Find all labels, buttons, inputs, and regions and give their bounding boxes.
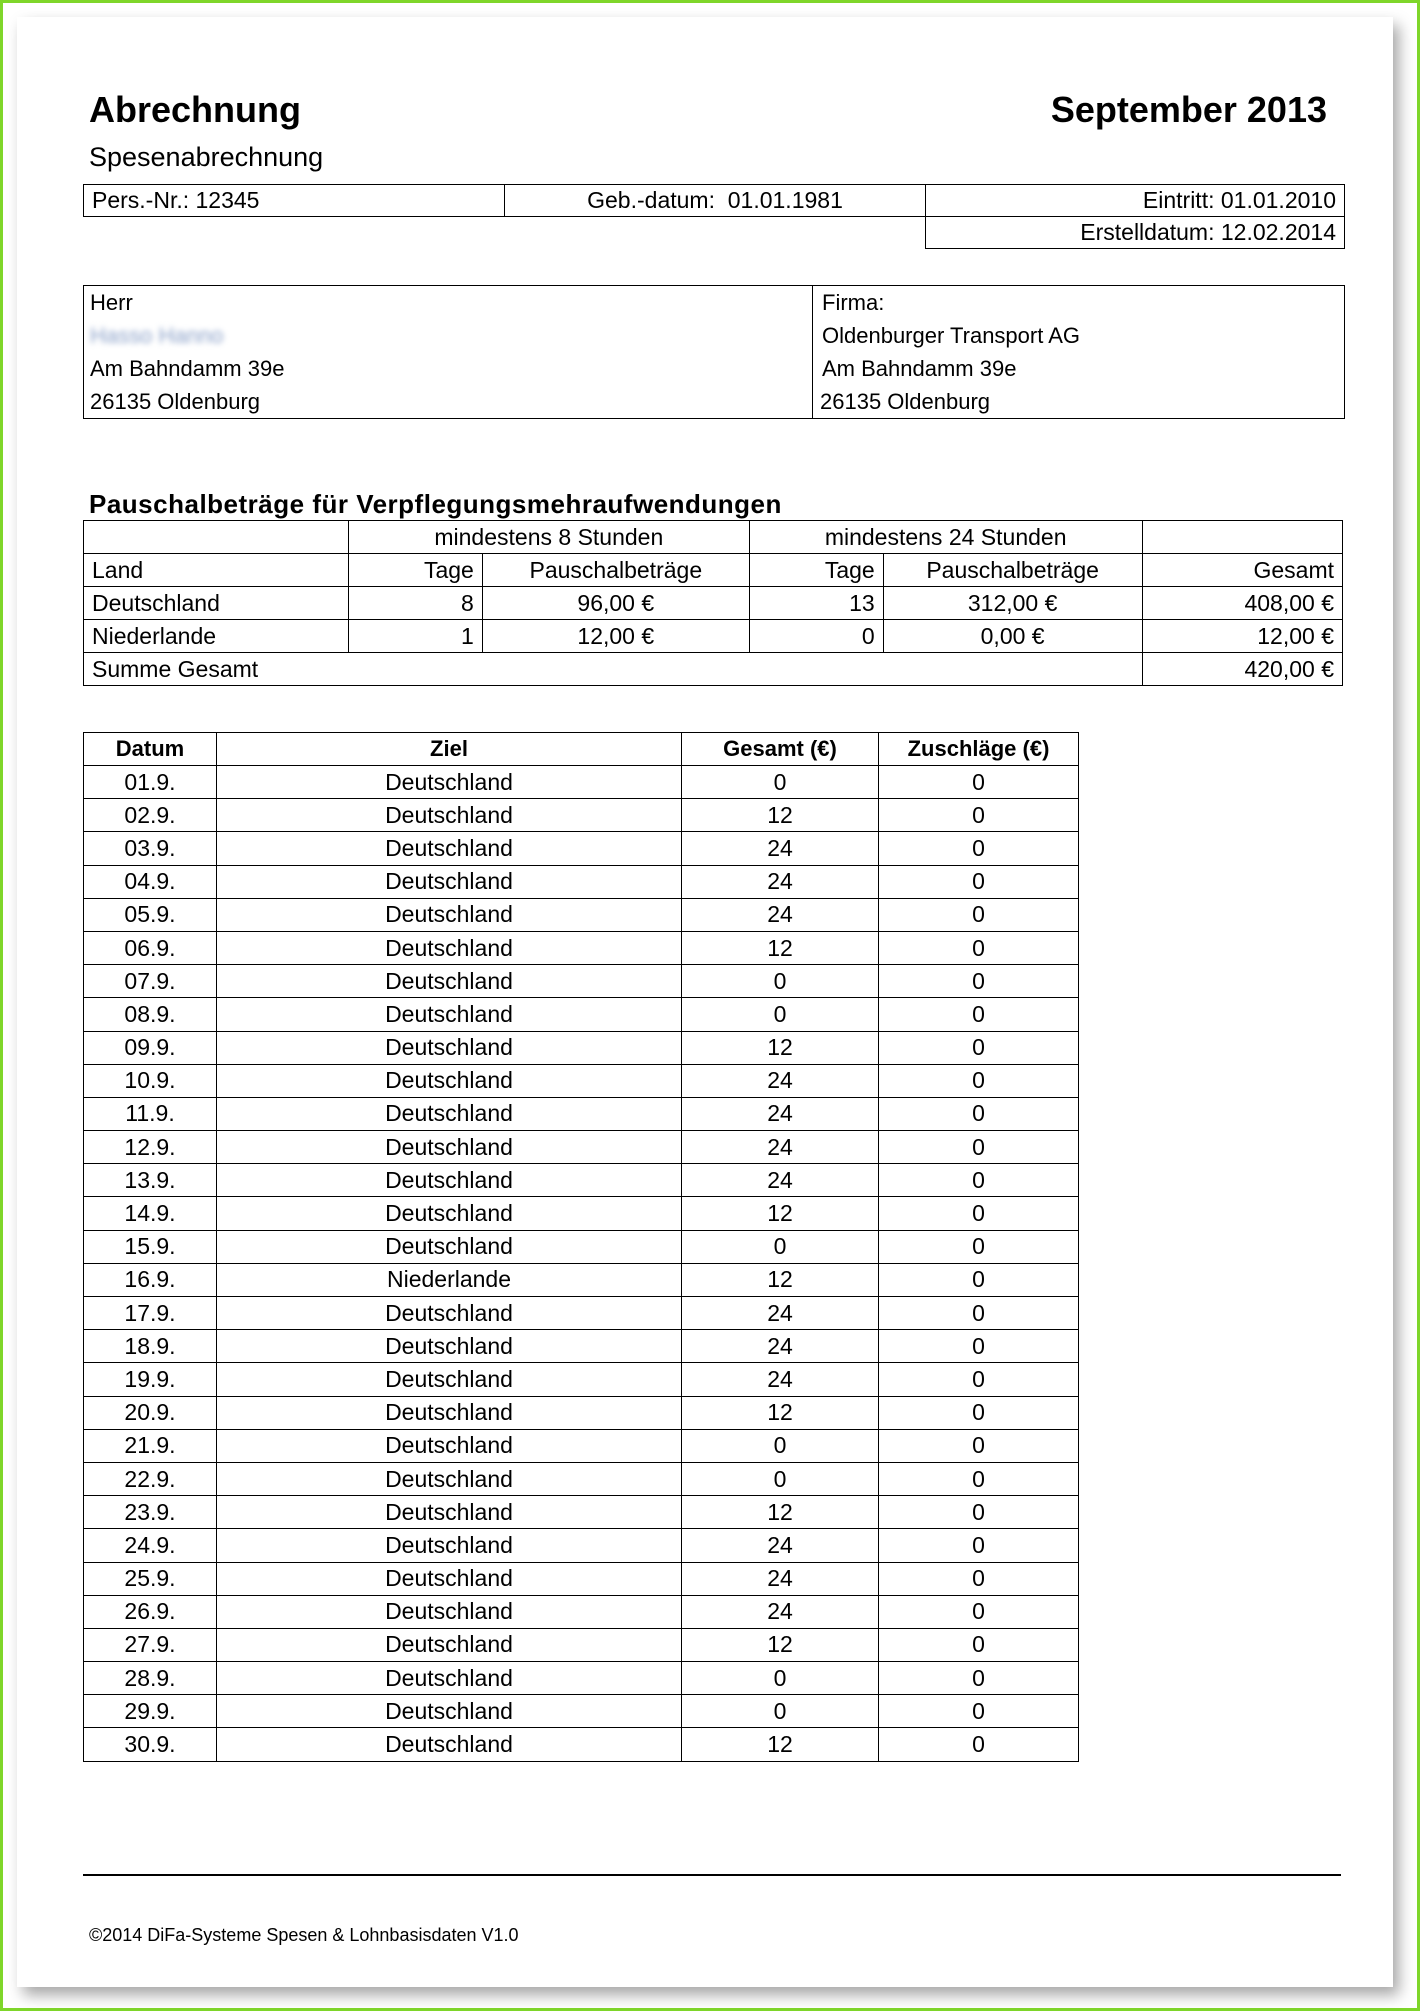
daily-cell-gesamt: 0 xyxy=(682,1429,879,1462)
daily-cell-zuschlag: 0 xyxy=(879,1595,1079,1628)
table-row xyxy=(84,587,1343,620)
daily-cell-gesamt: 24 xyxy=(682,865,879,898)
daily-cell-ziel: Deutschland xyxy=(217,1595,682,1628)
daily-cell-datum: 20.9. xyxy=(84,1396,217,1429)
daily-cell-gesamt: 24 xyxy=(682,1097,879,1130)
daily-cell-gesamt: 0 xyxy=(682,1695,879,1728)
company-city: 26135 Oldenburg xyxy=(820,389,991,414)
table-row xyxy=(84,1595,1079,1628)
table-row xyxy=(84,1230,1079,1263)
daily-cell-datum: 17.9. xyxy=(84,1297,217,1330)
employee-street: Am Bahndamm 39e xyxy=(90,356,285,381)
summary-total-label: Summe Gesamt xyxy=(84,653,1143,686)
daily-cell-gesamt: 24 xyxy=(682,1131,879,1164)
table-row xyxy=(84,1562,1079,1595)
daily-cell-zuschlag: 0 xyxy=(879,1529,1079,1562)
daily-cell-ziel: Deutschland xyxy=(217,1131,682,1164)
daily-cell-datum: 09.9. xyxy=(84,1031,217,1064)
daily-cell-datum: 06.9. xyxy=(84,931,217,964)
daily-cell-zuschlag: 0 xyxy=(879,1728,1079,1761)
daily-cell-ziel: Deutschland xyxy=(217,832,682,865)
eintritt-cell xyxy=(926,185,1345,217)
daily-cell-ziel: Deutschland xyxy=(217,1064,682,1097)
daily-cell-datum: 03.9. xyxy=(84,832,217,865)
daily-cell-zuschlag: 0 xyxy=(879,1695,1079,1728)
daily-cell-ziel: Deutschland xyxy=(217,1297,682,1330)
daily-cell-zuschlag: 0 xyxy=(879,1562,1079,1595)
daily-cell-datum: 21.9. xyxy=(84,1429,217,1462)
daily-cell-ziel: Deutschland xyxy=(217,1164,682,1197)
daily-cell-gesamt: 12 xyxy=(682,1496,879,1529)
daily-cell-zuschlag: 0 xyxy=(879,1164,1079,1197)
daily-cell-datum: 11.9. xyxy=(84,1097,217,1130)
table-row xyxy=(84,1164,1079,1197)
summary-cell-tage8: 1 xyxy=(348,620,482,653)
daily-cell-zuschlag: 0 xyxy=(879,965,1079,998)
daily-cell-gesamt: 12 xyxy=(682,799,879,832)
daily-cell-gesamt: 24 xyxy=(682,1562,879,1595)
daily-cell-zuschlag: 0 xyxy=(879,865,1079,898)
daily-cell-datum: 02.9. xyxy=(84,799,217,832)
daily-cell-zuschlag: 0 xyxy=(879,1429,1079,1462)
summary-group-8h: mindestens 8 Stunden xyxy=(348,521,749,554)
table-row xyxy=(84,931,1079,964)
table-row xyxy=(84,766,1079,799)
daily-cell-datum: 01.9. xyxy=(84,766,217,799)
daily-cell-zuschlag: 0 xyxy=(879,1396,1079,1429)
daily-table-body xyxy=(84,766,1079,1762)
daily-cell-datum: 30.9. xyxy=(84,1728,217,1761)
daily-cell-ziel: Deutschland xyxy=(217,1197,682,1230)
daily-cell-gesamt: 24 xyxy=(682,1363,879,1396)
daily-cell-zuschlag: 0 xyxy=(879,832,1079,865)
eintritt-value: 01.01.2010 xyxy=(1220,187,1336,213)
daily-col-zuschlaege: Zuschläge (€) xyxy=(879,733,1079,766)
daily-cell-datum: 29.9. xyxy=(84,1695,217,1728)
daily-table xyxy=(83,732,1079,1762)
daily-cell-zuschlag: 0 xyxy=(879,1097,1079,1130)
table-row xyxy=(84,799,1079,832)
daily-cell-zuschlag: 0 xyxy=(879,1662,1079,1695)
summary-group-24h: mindestens 24 Stunden xyxy=(749,521,1142,554)
employee-name: Hasso Hanno xyxy=(90,323,224,348)
summary-table xyxy=(83,520,1343,686)
pers-nr-cell xyxy=(84,185,505,217)
daily-cell-datum: 08.9. xyxy=(84,998,217,1031)
daily-cell-zuschlag: 0 xyxy=(879,1496,1079,1529)
daily-cell-zuschlag: 0 xyxy=(879,1031,1079,1064)
daily-cell-ziel: Deutschland xyxy=(217,998,682,1031)
daily-cell-ziel: Deutschland xyxy=(217,1728,682,1761)
daily-cell-gesamt: 24 xyxy=(682,1595,879,1628)
daily-cell-zuschlag: 0 xyxy=(879,1131,1079,1164)
daily-cell-zuschlag: 0 xyxy=(879,1263,1079,1296)
daily-cell-ziel: Deutschland xyxy=(217,1662,682,1695)
summary-empty-cell xyxy=(84,521,349,554)
daily-cell-zuschlag: 0 xyxy=(879,1462,1079,1495)
company-street: Am Bahndamm 39e xyxy=(822,356,1017,381)
daily-cell-gesamt: 12 xyxy=(682,1031,879,1064)
daily-cell-gesamt: 0 xyxy=(682,1662,879,1695)
daily-cell-gesamt: 24 xyxy=(682,898,879,931)
daily-cell-ziel: Deutschland xyxy=(217,1330,682,1363)
geb-datum-label: Geb.-datum: xyxy=(587,187,715,213)
table-row xyxy=(84,1695,1079,1728)
daily-cell-gesamt: 12 xyxy=(682,1628,879,1661)
daily-cell-ziel: Deutschland xyxy=(217,1097,682,1130)
daily-cell-zuschlag: 0 xyxy=(879,1628,1079,1661)
daily-cell-zuschlag: 0 xyxy=(879,1230,1079,1263)
daily-cell-zuschlag: 0 xyxy=(879,898,1079,931)
footer-divider xyxy=(83,1874,1341,1876)
geb-datum-value: 01.01.1981 xyxy=(727,187,843,213)
table-row xyxy=(84,1396,1079,1429)
daily-cell-zuschlag: 0 xyxy=(879,1197,1079,1230)
erstelldatum-cell xyxy=(926,217,1345,249)
employee-salutation: Herr xyxy=(90,290,133,315)
summary-empty-cell xyxy=(1142,521,1342,554)
company-address xyxy=(820,286,1340,418)
daily-cell-ziel: Deutschland xyxy=(217,1628,682,1661)
daily-cell-datum: 22.9. xyxy=(84,1462,217,1495)
daily-cell-ziel: Deutschland xyxy=(217,1031,682,1064)
footer-copyright: ©2014 DiFa-Systeme Spesen & Lohnbasisdaten V1.0 xyxy=(89,1925,519,1945)
table-row xyxy=(84,1363,1079,1396)
summary-cell-land: Niederlande xyxy=(84,620,349,653)
daily-cell-ziel: Deutschland xyxy=(217,1462,682,1495)
daily-cell-datum: 24.9. xyxy=(84,1529,217,1562)
daily-cell-datum: 07.9. xyxy=(84,965,217,998)
table-row xyxy=(84,620,1343,653)
summary-cell-land: Deutschland xyxy=(84,587,349,620)
table-row xyxy=(84,1429,1079,1462)
daily-cell-ziel: Deutschland xyxy=(217,799,682,832)
daily-cell-ziel: Deutschland xyxy=(217,865,682,898)
daily-cell-gesamt: 24 xyxy=(682,1330,879,1363)
daily-cell-ziel: Deutschland xyxy=(217,766,682,799)
daily-cell-ziel: Deutschland xyxy=(217,1496,682,1529)
daily-cell-datum: 14.9. xyxy=(84,1197,217,1230)
daily-cell-gesamt: 12 xyxy=(682,1396,879,1429)
summary-cell-tage24: 0 xyxy=(749,620,883,653)
daily-cell-gesamt: 12 xyxy=(682,1728,879,1761)
daily-cell-ziel: Deutschland xyxy=(217,965,682,998)
summary-col-pauschal-24h: Pauschalbeträge xyxy=(883,554,1142,587)
daily-cell-gesamt: 0 xyxy=(682,766,879,799)
table-row xyxy=(84,1131,1079,1164)
table-row xyxy=(84,832,1079,865)
table-row xyxy=(84,1496,1079,1529)
page-title: Abrechnung xyxy=(89,89,301,130)
daily-cell-zuschlag: 0 xyxy=(879,1363,1079,1396)
summary-col-pauschal-8h: Pauschalbeträge xyxy=(482,554,749,587)
daily-cell-datum: 19.9. xyxy=(84,1363,217,1396)
daily-cell-zuschlag: 0 xyxy=(879,998,1079,1031)
daily-cell-datum: 25.9. xyxy=(84,1562,217,1595)
summary-col-gesamt: Gesamt xyxy=(1142,554,1342,587)
table-row xyxy=(84,1628,1079,1661)
table-row xyxy=(84,865,1079,898)
document-page xyxy=(17,17,1393,1987)
summary-cell-gesamt: 12,00 € xyxy=(1142,620,1342,653)
erstelldatum-value: 12.02.2014 xyxy=(1220,219,1336,245)
daily-col-gesamt: Gesamt (€) xyxy=(682,733,879,766)
summary-cell-pausch24: 0,00 € xyxy=(883,620,1142,653)
table-row xyxy=(84,998,1079,1031)
summary-cell-pausch24: 312,00 € xyxy=(883,587,1142,620)
daily-col-ziel: Ziel xyxy=(217,733,682,766)
table-row xyxy=(84,1064,1079,1097)
table-row xyxy=(84,965,1079,998)
daily-cell-gesamt: 12 xyxy=(682,1197,879,1230)
daily-cell-gesamt: 24 xyxy=(682,1164,879,1197)
daily-cell-datum: 18.9. xyxy=(84,1330,217,1363)
summary-col-tage-8h: Tage xyxy=(348,554,482,587)
daily-cell-datum: 05.9. xyxy=(84,898,217,931)
page-subtitle: Spesenabrechnung xyxy=(89,142,324,172)
daily-cell-ziel: Deutschland xyxy=(217,1396,682,1429)
table-row xyxy=(84,1031,1079,1064)
daily-cell-zuschlag: 0 xyxy=(879,931,1079,964)
daily-cell-ziel: Deutschland xyxy=(217,898,682,931)
erstelldatum-label: Erstelldatum: xyxy=(1080,219,1215,245)
daily-cell-gesamt: 24 xyxy=(682,1529,879,1562)
table-row xyxy=(84,1728,1079,1761)
daily-cell-ziel: Deutschland xyxy=(217,931,682,964)
daily-cell-ziel: Deutschland xyxy=(217,1363,682,1396)
address-box xyxy=(83,285,1345,419)
summary-col-tage-24h: Tage xyxy=(749,554,883,587)
daily-cell-datum: 27.9. xyxy=(84,1628,217,1661)
info-table xyxy=(83,184,1345,249)
daily-cell-datum: 10.9. xyxy=(84,1064,217,1097)
summary-cell-pausch8: 12,00 € xyxy=(482,620,749,653)
summary-cell-pausch8: 96,00 € xyxy=(482,587,749,620)
daily-cell-gesamt: 0 xyxy=(682,965,879,998)
pers-nr-value: 12345 xyxy=(195,187,260,213)
daily-cell-gesamt: 0 xyxy=(682,998,879,1031)
employee-city: 26135 Oldenburg xyxy=(90,389,261,414)
daily-cell-ziel: Niederlande xyxy=(217,1263,682,1296)
daily-cell-gesamt: 24 xyxy=(682,1297,879,1330)
daily-cell-gesamt: 24 xyxy=(682,1064,879,1097)
daily-cell-gesamt: 12 xyxy=(682,931,879,964)
daily-cell-ziel: Deutschland xyxy=(217,1529,682,1562)
daily-cell-zuschlag: 0 xyxy=(879,1064,1079,1097)
daily-cell-datum: 04.9. xyxy=(84,865,217,898)
pers-nr-label: Pers.-Nr.: xyxy=(92,187,190,213)
daily-cell-datum: 23.9. xyxy=(84,1496,217,1529)
daily-cell-zuschlag: 0 xyxy=(879,766,1079,799)
period-title: September 2013 xyxy=(1050,89,1327,130)
daily-cell-gesamt: 0 xyxy=(682,1230,879,1263)
daily-cell-gesamt: 12 xyxy=(682,1263,879,1296)
summary-cell-gesamt: 408,00 € xyxy=(1142,587,1342,620)
daily-cell-datum: 12.9. xyxy=(84,1131,217,1164)
daily-cell-ziel: Deutschland xyxy=(217,1695,682,1728)
summary-heading: Pauschalbeträge für Verpflegungsmehraufwendungen xyxy=(89,489,782,519)
eintritt-label: Eintritt: xyxy=(1142,187,1215,213)
daily-cell-ziel: Deutschland xyxy=(217,1230,682,1263)
daily-cell-zuschlag: 0 xyxy=(879,799,1079,832)
table-row xyxy=(84,1297,1079,1330)
daily-col-datum: Datum xyxy=(84,733,217,766)
geb-datum-cell xyxy=(505,185,926,217)
daily-cell-datum: 28.9. xyxy=(84,1662,217,1695)
summary-col-land: Land xyxy=(84,554,349,587)
table-row xyxy=(84,1462,1079,1495)
table-row xyxy=(84,1330,1079,1363)
daily-cell-zuschlag: 0 xyxy=(879,1330,1079,1363)
daily-cell-datum: 15.9. xyxy=(84,1230,217,1263)
daily-cell-gesamt: 24 xyxy=(682,832,879,865)
summary-total-value: 420,00 € xyxy=(1142,653,1342,686)
employee-address xyxy=(84,286,813,418)
table-row xyxy=(84,1097,1079,1130)
daily-cell-gesamt: 0 xyxy=(682,1462,879,1495)
table-row xyxy=(84,898,1079,931)
company-name: Oldenburger Transport AG xyxy=(822,323,1081,348)
daily-cell-datum: 16.9. xyxy=(84,1263,217,1296)
summary-total-row xyxy=(84,653,1343,686)
summary-cell-tage24: 13 xyxy=(749,587,883,620)
table-row xyxy=(84,1529,1079,1562)
daily-cell-ziel: Deutschland xyxy=(217,1562,682,1595)
table-row xyxy=(84,1662,1079,1695)
summary-cell-tage8: 8 xyxy=(348,587,482,620)
daily-cell-zuschlag: 0 xyxy=(879,1297,1079,1330)
table-row xyxy=(84,1197,1079,1230)
company-label: Firma: xyxy=(822,290,885,315)
table-row xyxy=(84,1263,1079,1296)
daily-cell-ziel: Deutschland xyxy=(217,1429,682,1462)
daily-cell-datum: 13.9. xyxy=(84,1164,217,1197)
daily-cell-datum: 26.9. xyxy=(84,1595,217,1628)
